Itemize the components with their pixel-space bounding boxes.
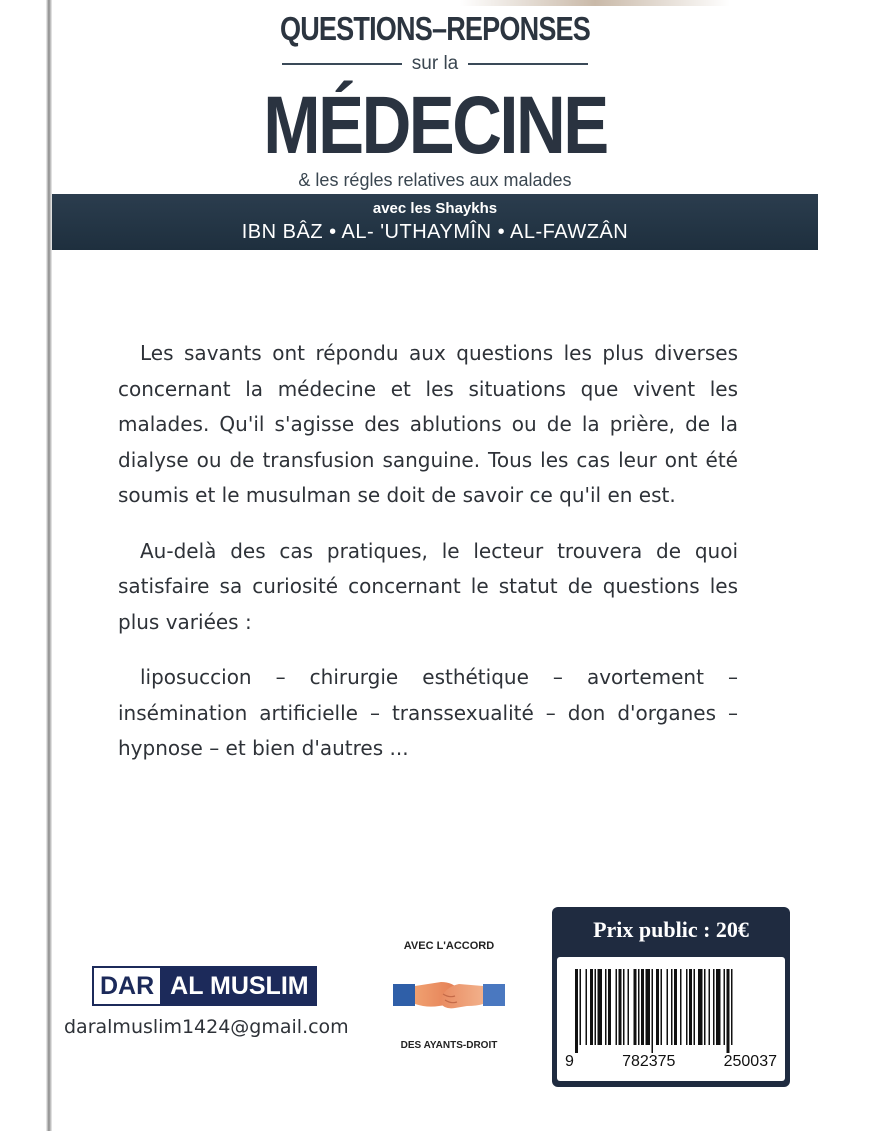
barcode-bar [595, 969, 597, 1045]
publisher-email: daralmuslim1424@gmail.com [64, 1016, 349, 1038]
barcode-bar [727, 969, 730, 1053]
barcode-bar [724, 969, 726, 1045]
barcode-bar [628, 969, 630, 1045]
barcode-bar [638, 969, 640, 1045]
barcode-bar [619, 969, 622, 1045]
subtitle-right-rule [468, 63, 588, 65]
barcode-bar [641, 969, 644, 1045]
barcode-bar [605, 969, 607, 1045]
barcode-bar [580, 969, 582, 1045]
publisher-name-dar: DAR [92, 966, 162, 1006]
barcode-bar [713, 969, 715, 1045]
barcode-bar [689, 969, 692, 1045]
barcode-bar [731, 969, 733, 1045]
barcode-bar [616, 969, 618, 1045]
barcode-bar [680, 969, 682, 1045]
barcode-bar [598, 969, 603, 1045]
subtitle-row [52, 52, 818, 76]
title-top: QUESTIONS–REPONSES [279, 10, 591, 47]
barcode-bar [686, 969, 688, 1045]
barcode-bar [671, 969, 673, 1045]
authors-intro: avec les Shaykhs [372, 200, 498, 217]
publisher-name-al-muslim: AL MUSLIM [162, 966, 316, 1006]
isbn-digits-2: 782375 [622, 1053, 676, 1070]
barcode-bar [590, 969, 593, 1045]
barcode-bar [646, 969, 651, 1045]
authors-names: IBN BÂZ • AL- 'UTHAYMÎN • AL-FAWZÂN [241, 221, 629, 243]
title-main: MÉDECINE [263, 80, 607, 171]
barcode-bar [698, 969, 703, 1045]
blurb-paragraph-3: liposuccion – chirurgie esthétique – avortement – insémination artificielle – transsexualité – don d'organes – hypnose – et bien d'autres ... [118, 665, 738, 760]
subtitle-left-rule [282, 63, 402, 65]
isbn-digits-3: 250037 [723, 1053, 777, 1070]
cover-header [52, 0, 818, 252]
barcode-bar [709, 969, 711, 1045]
barcode-bar [661, 969, 663, 1045]
barcode-bar [586, 969, 588, 1045]
blurb-paragraph-1: Les savants ont répondu aux questions les plus diverses concernant la médecine et les situations que vivent les malades. Qu'il s'agisse des ablutions ou de la prière, de la dialyse ou de transfusion sanguine. Tous les cas leur ont été soumis et le musulman se doit de savoir ce qu'il en est. [118, 341, 738, 507]
barcode-bar [667, 969, 669, 1045]
barcode-bar [634, 969, 637, 1045]
blurb-paragraph-2: Au-delà des cas pratiques, le lecteur trouvera de quoi satisfaire sa curiosité concernant le statut de questions les plus variées : [118, 538, 738, 634]
accord-top-text: AVEC L'ACCORD [403, 940, 495, 952]
barcode-bar [656, 969, 659, 1045]
barcode-bar [623, 969, 625, 1045]
barcode-bar [575, 969, 578, 1053]
isbn-digits [565, 1053, 777, 1071]
price-box [552, 907, 790, 1087]
barcode [557, 957, 785, 1081]
left-edge-shadow [0, 0, 52, 1131]
barcode-bar [652, 969, 654, 1053]
barcode-bars [565, 967, 777, 1053]
authors-band [52, 194, 818, 250]
barcode-bar [674, 969, 677, 1045]
barcode-bar [704, 969, 706, 1045]
publisher-logo [92, 966, 317, 1006]
price-label: Prix public : 20€ [593, 917, 749, 942]
barcode-bar [716, 969, 721, 1045]
title-tagline: & les régles relatives aux malades [298, 170, 572, 190]
subtitle: sur la [411, 53, 459, 74]
barcode-bar [608, 969, 611, 1045]
isbn-digit-1: 9 [565, 1053, 574, 1070]
handshake-icon [393, 960, 505, 1032]
blurb-text [118, 336, 738, 787]
barcode-bar [694, 969, 696, 1045]
accord-bottom-text: DES AYANTS-DROIT [400, 1040, 498, 1051]
